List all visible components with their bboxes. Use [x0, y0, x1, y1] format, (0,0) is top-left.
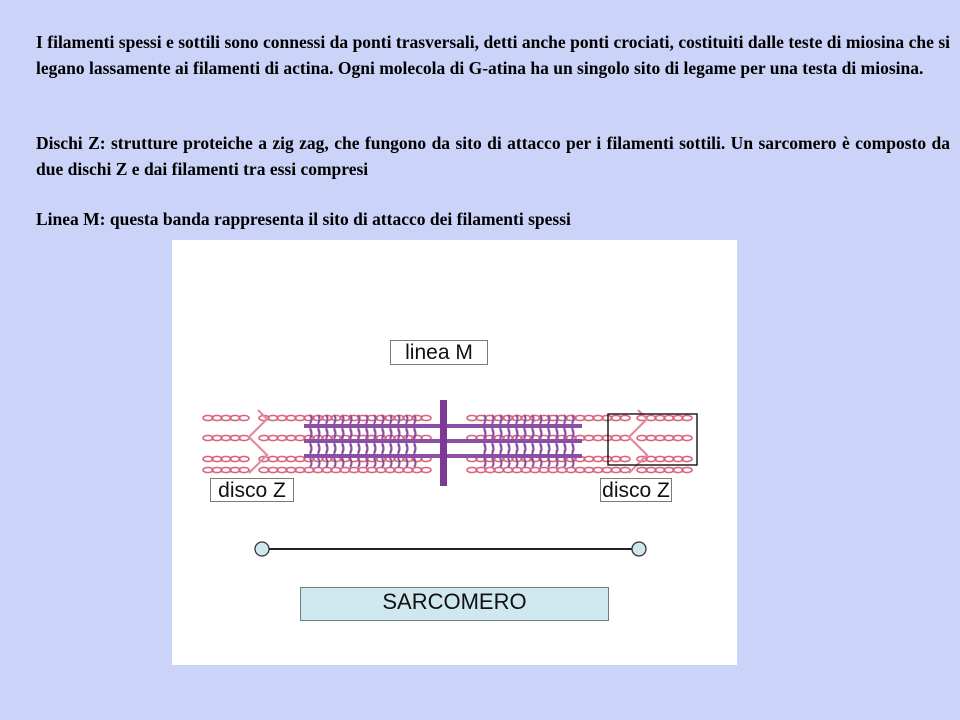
- m-line: [440, 400, 447, 486]
- myosin-head: [556, 445, 558, 454]
- myosin-head: [334, 458, 336, 467]
- myosin-head: [556, 430, 558, 439]
- myosin-head: [516, 415, 518, 424]
- myosin-head: [334, 415, 336, 424]
- myosin-head: [350, 445, 352, 454]
- myosin-head: [374, 430, 376, 439]
- myosin-head: [500, 458, 502, 467]
- myosin-head: [350, 430, 352, 439]
- myosin-head: [524, 458, 526, 467]
- myosin-head: [532, 445, 534, 454]
- myosin-head: [318, 445, 320, 454]
- myosin-head: [548, 445, 550, 454]
- thin-filaments: [203, 415, 692, 472]
- myosin-head: [382, 430, 384, 439]
- myosin-head: [540, 430, 542, 439]
- myosin-head: [310, 415, 312, 424]
- myosin-head: [548, 430, 550, 439]
- myosin-head: [374, 458, 376, 467]
- myosin-head: [492, 415, 494, 424]
- myosin-head: [548, 458, 550, 467]
- myosin-head: [358, 445, 360, 454]
- myosin-head: [564, 445, 566, 454]
- sarcomere-label: SARCOMERO: [300, 587, 609, 621]
- myosin-head: [500, 415, 502, 424]
- myosin-head: [532, 458, 534, 467]
- myosin-head: [390, 430, 392, 439]
- myosin-head: [524, 415, 526, 424]
- myosin-head: [334, 430, 336, 439]
- myosin-head: [326, 415, 328, 424]
- myosin-head: [398, 430, 400, 439]
- myosin-head: [484, 445, 486, 454]
- myosin-head: [532, 430, 534, 439]
- myosin-head: [540, 445, 542, 454]
- myosin-head: [564, 458, 566, 467]
- myosin-head: [484, 430, 486, 439]
- myosin-head: [406, 415, 408, 424]
- myosin-head: [508, 458, 510, 467]
- myosin-head: [484, 458, 486, 467]
- myosin-head: [310, 430, 312, 439]
- myosin-head: [310, 445, 312, 454]
- myosin-head: [406, 458, 408, 467]
- myosin-head: [492, 445, 494, 454]
- myosin-head: [414, 430, 416, 439]
- myosin-head: [326, 458, 328, 467]
- myosin-head: [318, 415, 320, 424]
- myosin-head: [382, 458, 384, 467]
- myosin-head: [390, 415, 392, 424]
- myosin-head: [500, 430, 502, 439]
- myosin-head: [374, 445, 376, 454]
- myosin-head: [414, 445, 416, 454]
- m-line-label: linea M: [390, 340, 488, 365]
- myosin-head: [398, 458, 400, 467]
- myosin-head: [382, 415, 384, 424]
- myosin-head: [508, 430, 510, 439]
- myosin-head: [398, 445, 400, 454]
- myosin-head: [342, 445, 344, 454]
- myosin-head: [572, 430, 574, 439]
- z-disc-right-label: disco Z: [600, 478, 672, 502]
- myosin-head: [334, 445, 336, 454]
- myosin-head: [358, 430, 360, 439]
- myosin-head: [572, 415, 574, 424]
- sarcomere-figure: [172, 240, 737, 665]
- myosin-head: [350, 458, 352, 467]
- myosin-head: [540, 458, 542, 467]
- myosin-head: [516, 430, 518, 439]
- myosin-head: [326, 445, 328, 454]
- myosin-head: [318, 430, 320, 439]
- myosin-head: [390, 445, 392, 454]
- myosin-head: [572, 445, 574, 454]
- myosin-head: [500, 445, 502, 454]
- myosin-head: [374, 415, 376, 424]
- myosin-head: [310, 458, 312, 467]
- myosin-head: [564, 415, 566, 424]
- myosin-head: [508, 415, 510, 424]
- sarcomere-endpoint-left: [255, 542, 269, 556]
- z-disc-zigzag: [249, 410, 267, 473]
- myosin-head: [382, 445, 384, 454]
- paragraph-z-discs: Dischi Z: strutture proteiche a zig zag, che fungono da sito di attacco per i filamenti sottili. Un sarcomero è composto da due dischi Z e dai filamenti tra essi compresi: [36, 133, 950, 179]
- myosin-head: [366, 458, 368, 467]
- myosin-head: [516, 445, 518, 454]
- myosin-head: [366, 445, 368, 454]
- myosin-head: [390, 458, 392, 467]
- myosin-head: [508, 445, 510, 454]
- myosin-head: [342, 430, 344, 439]
- myosin-head: [524, 445, 526, 454]
- myosin-head: [366, 430, 368, 439]
- sarcomere-endpoint-right: [632, 542, 646, 556]
- myosin-head: [406, 430, 408, 439]
- myosin-head: [318, 458, 320, 467]
- myosin-head: [572, 458, 574, 467]
- paragraph-cross-bridges: I filamenti spessi e sottili sono connessi da ponti trasversali, detti anche ponti crociati, costituiti dalle teste di miosina che si legano lassamente ai filamenti di actina. Ogni molecola di G-atina ha un singolo sito di legame per una testa di miosina.: [36, 32, 950, 78]
- myosin-head: [564, 430, 566, 439]
- myosin-head: [492, 458, 494, 467]
- z-disc-left-label: disco Z: [210, 478, 294, 502]
- myosin-head: [524, 430, 526, 439]
- myosin-head: [556, 458, 558, 467]
- myosin-head: [516, 458, 518, 467]
- myosin-head: [492, 430, 494, 439]
- myosin-head: [414, 458, 416, 467]
- paragraph-m-line: Linea M: questa banda rappresenta il sito di attacco dei filamenti spessi: [36, 209, 571, 229]
- myosin-head: [326, 430, 328, 439]
- myosin-head: [406, 445, 408, 454]
- myosin-head: [342, 458, 344, 467]
- myosin-head: [398, 415, 400, 424]
- myosin-head: [358, 458, 360, 467]
